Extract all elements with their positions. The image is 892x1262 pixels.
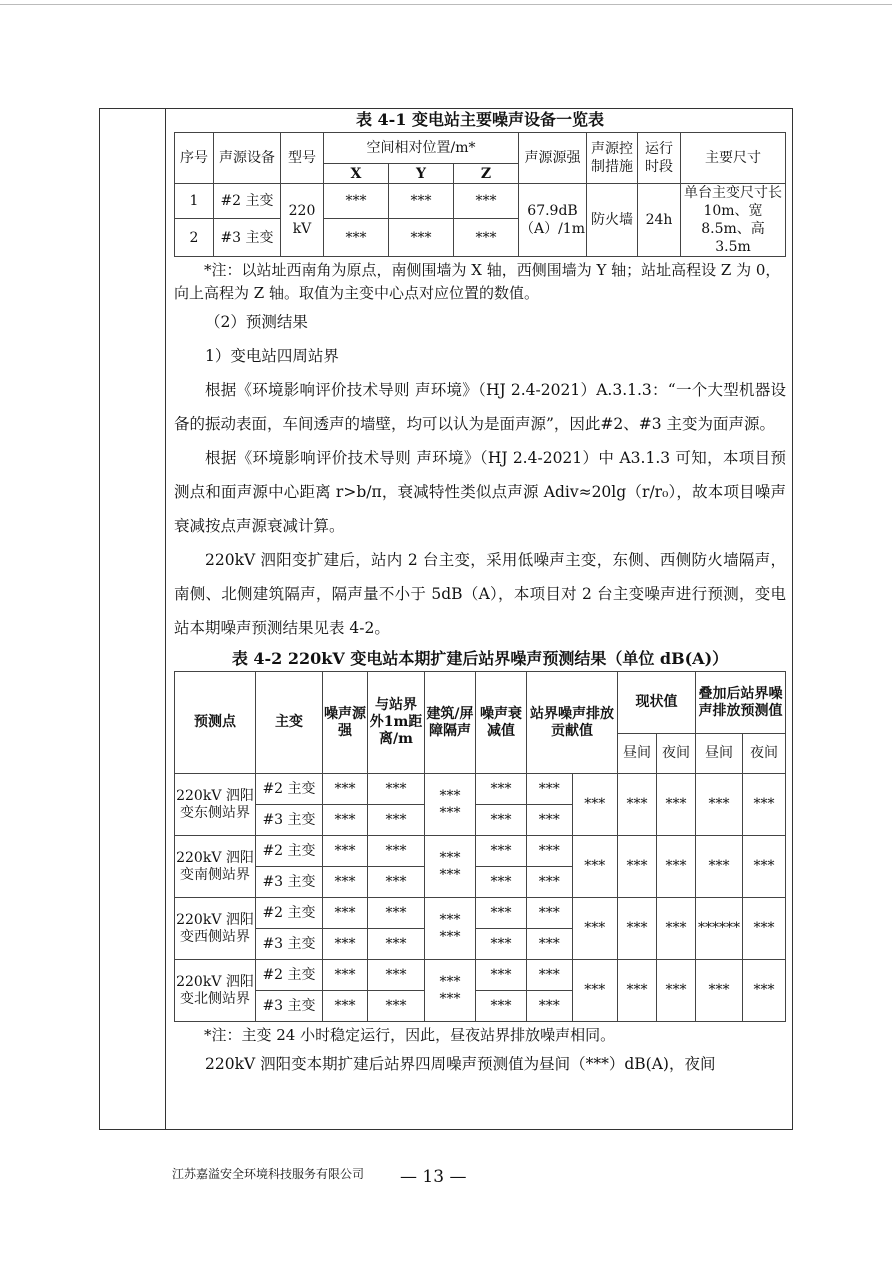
t2-head-distance: 与站界外1m距离/m (368, 672, 425, 774)
t2-superposed-night: *** (743, 836, 786, 898)
t1-time: 24h (638, 184, 681, 257)
table-row (175, 184, 786, 219)
t2-head-day: 昼间 (618, 734, 657, 774)
t2-contribution: *** (527, 960, 573, 991)
t2-attenuation: *** (476, 867, 527, 898)
t2-status-day: *** (618, 836, 657, 898)
t2-head-source: 噪声源强 (323, 672, 368, 774)
t2-point: 220kV 泗阳变东侧站界 (175, 774, 256, 836)
t2-attenuation: *** (476, 836, 527, 867)
t2-contribution: *** (527, 836, 573, 867)
t2-head-day2: 昼间 (696, 734, 743, 774)
closing-paragraph: 220kV 泗阳变本期扩建后站界四周噪声预测值为昼间（***）dB(A)，夜间 (205, 1055, 716, 1073)
t2-transformer: #3 主变 (256, 991, 323, 1022)
t2-barrier (425, 898, 476, 960)
t2-distance: *** (368, 805, 425, 836)
t2-contribution: *** (527, 805, 573, 836)
page-content (174, 108, 786, 1081)
t1-size: 单台主变尺寸长 10m、宽 8.5m、高 3.5m (681, 184, 786, 257)
t1-head-x: X (324, 164, 389, 184)
t1-z: *** (453, 184, 518, 219)
t2-contribution: *** (527, 867, 573, 898)
t1-head-model: 型号 (281, 133, 324, 184)
t2-superposed-day: ****** (696, 898, 743, 960)
t1-source: #3 主变 (214, 219, 281, 257)
t2-point: 220kV 泗阳变南侧站界 (175, 836, 256, 898)
t2-attenuation: *** (476, 929, 527, 960)
t2-contribution-total: *** (572, 898, 618, 960)
t2-contribution-total: *** (572, 836, 618, 898)
table-row (175, 774, 786, 805)
t2-superposed-day: *** (696, 960, 743, 1022)
t2-contribution-total: *** (572, 960, 618, 1022)
t2-superposed-day: *** (696, 774, 743, 836)
t2-point: 220kV 泗阳变北侧站界 (175, 960, 256, 1022)
t2-transformer: #3 主变 (256, 929, 323, 960)
t2-head-night: 夜间 (657, 734, 696, 774)
table1-note: *注：以站址西南角为原点，南侧围墙为 X 轴，西侧围墙为 Y 轴；站址高程设 Z 为 0，向上高程为 Z 轴。取值为主变中心点对应位置的数值。 (174, 261, 781, 302)
t1-source: #2 主变 (214, 184, 281, 219)
t2-source: *** (323, 867, 368, 898)
t2-status-day: *** (618, 960, 657, 1022)
t2-contribution: *** (527, 991, 573, 1022)
t2-distance: *** (368, 929, 425, 960)
t2-attenuation: *** (476, 991, 527, 1022)
t2-superposed-night: *** (743, 774, 786, 836)
t2-distance: *** (368, 836, 425, 867)
t2-head-barrier: 建筑/屏障隔声 (425, 672, 476, 774)
footer-company: 江苏嘉溢安全环境科技服务有限公司 (172, 1167, 365, 1181)
noise-equipment-table (174, 132, 786, 257)
t1-y: *** (388, 184, 453, 219)
t2-source: *** (323, 805, 368, 836)
t2-distance: *** (368, 774, 425, 805)
t2-barrier-1: *** (439, 973, 461, 990)
t2-barrier (425, 836, 476, 898)
t2-barrier-2: *** (439, 804, 461, 821)
t2-barrier-1: *** (439, 787, 461, 804)
t1-seq: 2 (175, 219, 214, 257)
t2-status-night: *** (657, 898, 696, 960)
t1-head-z: Z (453, 164, 518, 184)
t2-barrier-1: *** (439, 849, 461, 866)
t2-transformer: #3 主变 (256, 867, 323, 898)
frame-left-column-divider (165, 108, 166, 1130)
t2-source: *** (323, 774, 368, 805)
t2-head-point: 预测点 (175, 672, 256, 774)
t2-attenuation: *** (476, 960, 527, 991)
t2-barrier (425, 960, 476, 1022)
t2-status-night: *** (657, 774, 696, 836)
page-top-line (0, 4, 892, 5)
t1-head-y: Y (388, 164, 453, 184)
t1-head-position: 空间相对位置/m* (324, 133, 519, 164)
paragraph-3: 220kV 泗阳变扩建后，站内 2 台主变，采用低噪声主变，东侧、西侧防火墙隔声，南侧、北侧建筑隔声，隔声量不小于 5dB（A），本项目对 2 台主变噪声进行预测，变电站本期噪声预测结果见表 4-2。 (174, 551, 786, 637)
t2-superposed-day: *** (696, 836, 743, 898)
t2-status-day: *** (618, 898, 657, 960)
t2-distance: *** (368, 960, 425, 991)
t2-source: *** (323, 991, 368, 1022)
t2-attenuation: *** (476, 898, 527, 929)
t2-source: *** (323, 836, 368, 867)
t2-transformer: #3 主变 (256, 805, 323, 836)
t2-transformer: #2 主变 (256, 960, 323, 991)
t2-transformer: #2 主变 (256, 898, 323, 929)
t2-superposed-night: *** (743, 898, 786, 960)
t1-head-strength: 声源源强 (518, 133, 586, 184)
t2-attenuation: *** (476, 805, 527, 836)
t2-barrier (425, 774, 476, 836)
t1-strength: 67.9dB（A）/1m (518, 184, 586, 257)
page-number: — 13 — (400, 1167, 467, 1187)
t1-seq: 1 (175, 184, 214, 219)
t2-barrier-1: *** (439, 911, 461, 928)
t1-model: 220 kV (281, 184, 324, 257)
t1-head-source: 声源设备 (214, 133, 281, 184)
table-row (175, 898, 786, 929)
t2-barrier-2: *** (439, 928, 461, 945)
t2-status-night: *** (657, 960, 696, 1022)
t2-attenuation: *** (476, 774, 527, 805)
t2-contribution-total: *** (572, 774, 618, 836)
t1-head-seq: 序号 (175, 133, 214, 184)
t2-source: *** (323, 898, 368, 929)
section-heading: （2）预测结果 (205, 313, 308, 331)
t1-head-time: 运行时段 (638, 133, 681, 184)
t2-transformer: #2 主变 (256, 774, 323, 805)
table2-caption: 表 4-2 220kV 变电站本期扩建后站界噪声预测结果（单位 dB(A)） (231, 649, 729, 668)
t1-x: *** (324, 219, 389, 257)
t2-point: 220kV 泗阳变西侧站界 (175, 898, 256, 960)
t2-status-night: *** (657, 836, 696, 898)
t1-y: *** (388, 219, 453, 257)
t2-contribution: *** (527, 898, 573, 929)
t2-head-attenuation: 噪声衰减值 (476, 672, 527, 774)
t2-head-contribution: 站界噪声排放贡献值 (527, 672, 618, 774)
table1-caption: 表 4-1 变电站主要噪声设备一览表 (355, 110, 605, 129)
t2-distance: *** (368, 991, 425, 1022)
noise-prediction-table (174, 671, 786, 1022)
t2-source: *** (323, 929, 368, 960)
t1-x: *** (324, 184, 389, 219)
t2-superposed-night: *** (743, 960, 786, 1022)
table-row (175, 960, 786, 991)
t2-contribution: *** (527, 774, 573, 805)
t2-distance: *** (368, 867, 425, 898)
t2-head-superposed: 叠加后站界噪声排放预测值 (696, 672, 786, 734)
t2-head-status: 现状值 (618, 672, 696, 734)
t1-head-size: 主要尺寸 (681, 133, 786, 184)
paragraph-1: 根据《环境影响评价技术导则 声环境》（HJ 2.4-2021）A.3.1.3：“一个大型机器设备的振动表面，车间透声的墙壁，均可以认为是面声源”，因此#2、#3 主变为面声源。 (174, 381, 786, 433)
paragraph-2: 根据《环境影响评价技术导则 声环境》（HJ 2.4-2021）中 A3.1.3 可知，本项目预测点和面声源中心距离 r>b/π，衰减特性类似点声源 Adiv≈20lg（r/r₀），故本项目噪声衰减按点声源衰减计算。 (174, 449, 786, 535)
section-sub-heading: 1）变电站四周站界 (205, 347, 339, 365)
t1-z: *** (453, 219, 518, 257)
t2-contribution: *** (527, 929, 573, 960)
t2-head-transformer: 主变 (256, 672, 323, 774)
table2-note: *注：主变 24 小时稳定运行，因此，昼夜站界排放噪声相同。 (204, 1026, 616, 1044)
table-row (175, 836, 786, 867)
t2-head-night2: 夜间 (743, 734, 786, 774)
t2-source: *** (323, 960, 368, 991)
t2-distance: *** (368, 898, 425, 929)
t2-status-day: *** (618, 774, 657, 836)
t2-barrier-2: *** (439, 990, 461, 1007)
t1-control: 防火墙 (587, 184, 638, 257)
t1-head-control: 声源控制措施 (587, 133, 638, 184)
t2-barrier-2: *** (439, 866, 461, 883)
t2-transformer: #2 主变 (256, 836, 323, 867)
